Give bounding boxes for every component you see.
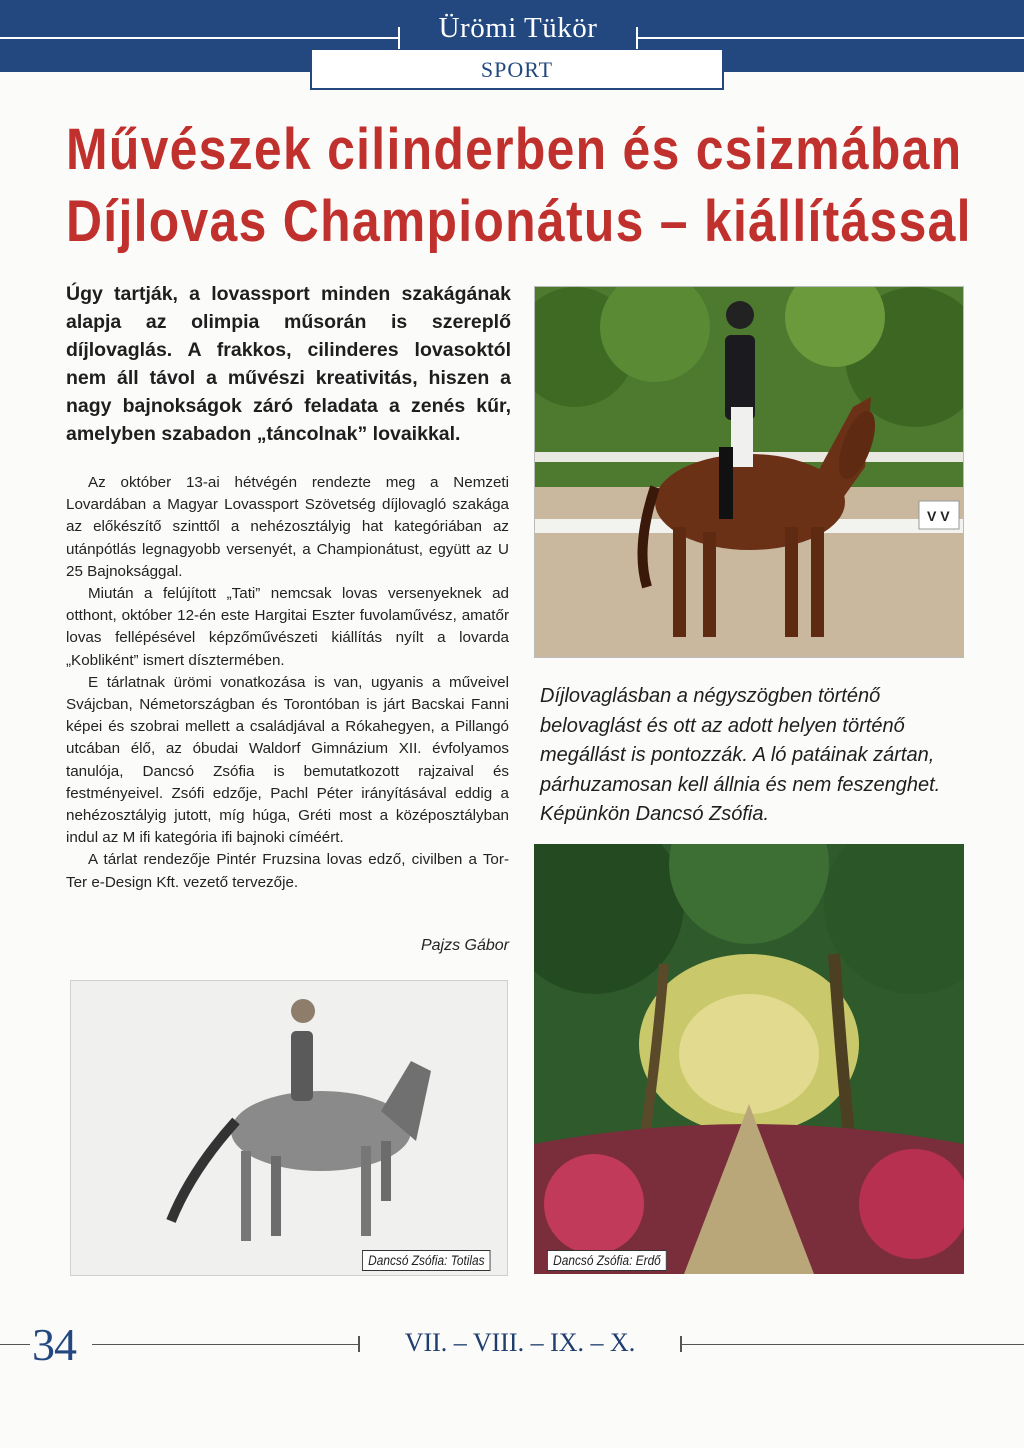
header-rule-right (636, 37, 1024, 39)
article-title-line1: Művészek cilinderben és csizmában (66, 117, 963, 182)
sketch-label: Dancsó Zsófia: Totilas (362, 1250, 491, 1271)
article-paragraph: A tárlat rendezője Pintér Fruzsina lovas edző, civilben a Tor-Ter e-Design Kft. vezető tervezője. (66, 851, 509, 891)
footer-rule-left (92, 1344, 358, 1345)
magazine-title: Ürömi Tükör (438, 12, 598, 44)
rider-photo-caption: Díjlovaglásban a négyszögben történő belovaglást és ott az adott helyen történő megállást is pontozzák. A ló patáinak zártan, párhuzamosan kell állnia és nem feszenghet. Képünkön Dancsó Zsófia. (540, 685, 941, 825)
article-body (66, 472, 509, 894)
article-paragraph: E tárlatnak ürömi vonatkozása is van, ugyanis a műveivel Svájcban, Németországban és Torontóban is járt Bacskai Fanni képei és szobrai mellett a családjával a Rókahegyen, a Pillangó utcában élő, az óbudai Waldorf Gimnázium XII. évfolyamos tanulója, Dancsó Zsófia is bemutatkozott rajzaival és festményeivel. Zsófi edzője, Pachl Péter irányításával eddig a nehézosztályig jutott, míg húga, Gréti most a középosztályban indul az M ifi kategória ifi bajnoki címéért. (66, 673, 509, 847)
article-title-line2: Díjlovas Championátus – kiállítással (66, 189, 972, 254)
forest-painting (534, 844, 964, 1274)
page-number: 34 (32, 1319, 76, 1370)
footer-tick-left (358, 1336, 360, 1352)
footer-rule-right (680, 1344, 1024, 1345)
arena-sign: V V (927, 508, 950, 524)
footer-rule-left-start (0, 1344, 30, 1345)
forest-label: Dancsó Zsófia: Erdő (547, 1250, 667, 1271)
header-rule-left (0, 37, 398, 39)
article-author: Pajzs Gábor (420, 937, 509, 954)
article-lead: Úgy tartják, a lovassport minden szakágának alapja az olimpia műsorán is szereplő díjlovaglás. A frakkos, cilinderes lovasoktól nem áll távol a művészi kreativitás, hiszen a nagy bajnokságok záró feladata a zenés kűr, amelyben szabadon „táncolnak” lovaikkal. (66, 283, 511, 445)
header-tick-right (636, 27, 638, 49)
article-paragraph: Az október 13-ai hétvégén rendezte meg a Nemzeti Lovardában a Magyar Lovassport Szövetség díjlovagló szakága az előkészítő szinttől a nehézosztályig hat kategóriában az utánpótlás legnagyobb versenyét, a Championátust, együtt az U 25 Bajnoksággal. (66, 474, 509, 580)
rider-photo (534, 286, 964, 658)
issue-label: VII. – VIII. – IX. – X. (404, 1328, 636, 1357)
section-label: SPORT (480, 57, 554, 82)
article-paragraph: Miután a felújított „Tati” nemcsak lovas versenyeknek ad otthont, október 12-én este Hargitai Eszter fuvolaművész, amatőr lovas fellépésével képzőművészeti kiállítás nyílt a lovarda „Kobliként” ismert dísztermében. (66, 585, 509, 669)
sketch-artwork (70, 980, 508, 1276)
